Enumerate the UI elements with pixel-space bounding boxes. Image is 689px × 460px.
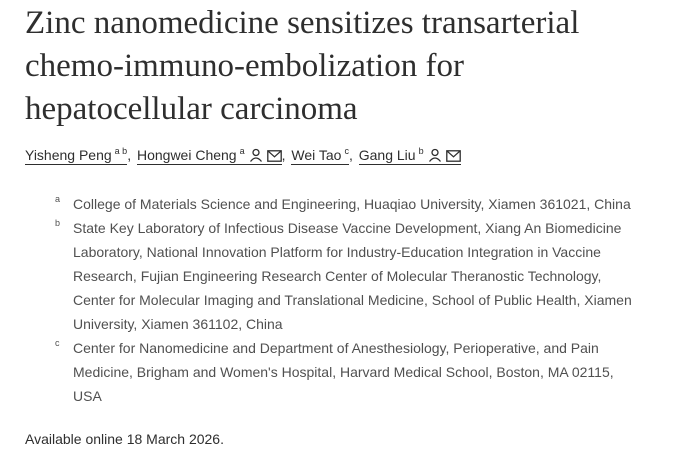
author-affil-sup: b	[418, 146, 424, 156]
availability-date: Available online 18 March 2026.	[25, 431, 224, 447]
affiliation-c	[55, 336, 685, 408]
affiliation-line: College of Materials Science and Engineering, Huaqiao University, Xiamen 361021, China	[73, 196, 631, 212]
author-yisheng-peng[interactable]	[25, 146, 127, 163]
affiliation-line: Center for Molecular Imaging and Translational Medicine, School of Public Health, Xiamen	[73, 292, 632, 308]
article-title	[25, 2, 685, 131]
affiliation-mark: a	[55, 194, 61, 204]
affiliation-line: Laboratory, National Innovation Platform for Industry-Education Integration in Vaccine	[73, 244, 601, 260]
title-line: chemo-immuno-embolization for	[25, 48, 464, 84]
author-separator: ,	[127, 147, 135, 163]
affiliation-mark: c	[55, 338, 60, 348]
author-separator: ,	[348, 147, 357, 163]
title-line: hepatocellular carcinoma	[25, 91, 358, 127]
author-name[interactable]	[291, 147, 349, 165]
affiliation-line: University, Xiamen 361102, China	[73, 316, 283, 332]
affiliation-line: Medicine, Brigham and Women's Hospital, Harvard Medical School, Boston, MA 02115,	[73, 364, 614, 380]
author-list	[25, 146, 461, 165]
author-affil-sup: a	[239, 146, 245, 156]
affiliation-a	[55, 192, 685, 216]
author-name-text[interactable]: Yisheng Peng	[25, 147, 112, 163]
author-name[interactable]	[25, 147, 127, 165]
mail-icon[interactable]	[446, 149, 461, 165]
affiliation-line: Research, Fujian Engineering Research Center of Molecular Theranostic Technology,	[73, 268, 602, 284]
author-name-text[interactable]: Gang Liu	[358, 147, 416, 163]
mail-icon[interactable]	[267, 149, 282, 165]
author-name-text[interactable]: Hongwei Cheng	[136, 147, 237, 163]
author-name[interactable]	[137, 147, 282, 165]
affiliation-list	[55, 192, 685, 408]
person-icon[interactable]	[428, 148, 442, 165]
affiliation-b	[55, 216, 685, 336]
affiliation-mark: b	[55, 218, 61, 228]
author-affil-sup: a b	[114, 146, 128, 156]
author-affil-sup: c	[344, 146, 349, 156]
title-line: Zinc nanomedicine sensitizes transarterial	[25, 5, 580, 41]
author-name-text[interactable]: Wei Tao	[291, 147, 342, 163]
author-name[interactable]	[359, 147, 461, 165]
author-wei-tao[interactable]	[291, 146, 349, 163]
author-separator: ,	[281, 147, 290, 163]
affiliation-line: State Key Laboratory of Infectious Disease Vaccine Development, Xiang An Biomedicine	[73, 220, 622, 236]
affiliation-line: Center for Nanomedicine and Department of Anesthesiology, Perioperative, and Pain	[73, 340, 599, 356]
author-hongwei-cheng[interactable]	[137, 146, 282, 165]
author-gang-liu[interactable]	[359, 146, 461, 165]
affiliation-line: USA	[73, 388, 102, 404]
person-icon[interactable]	[249, 148, 263, 165]
